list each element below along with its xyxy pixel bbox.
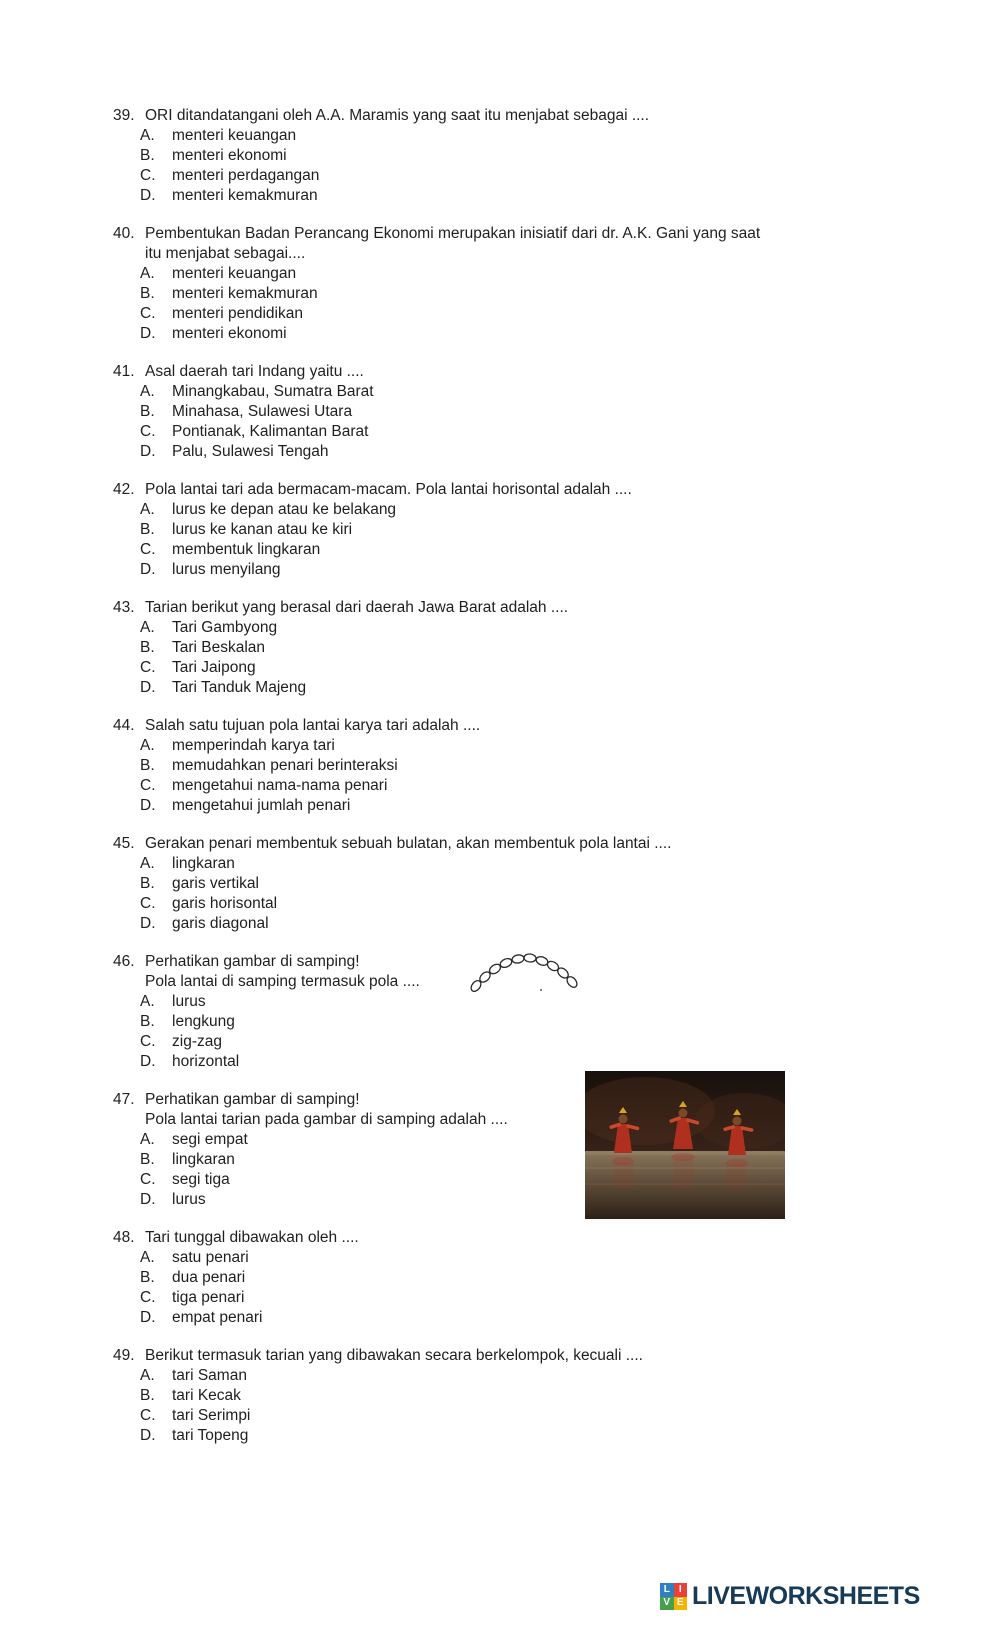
logo-letter-e: E bbox=[674, 1597, 688, 1611]
option-letter: A. bbox=[140, 383, 155, 400]
option-item bbox=[140, 796, 933, 816]
option-letter: C. bbox=[140, 1407, 156, 1424]
options-list bbox=[140, 126, 933, 206]
liveworksheets-logo-icon bbox=[660, 1583, 687, 1610]
question-item bbox=[113, 362, 933, 462]
question-number: 42. bbox=[113, 481, 135, 498]
question-text-line: Asal daerah tari Indang yaitu .... bbox=[145, 363, 364, 380]
option-letter: C. bbox=[140, 305, 156, 322]
option-text: Minangkabau, Sumatra Barat bbox=[172, 383, 374, 400]
option-item bbox=[140, 422, 933, 442]
option-text: lurus menyilang bbox=[172, 561, 281, 578]
liveworksheets-logo bbox=[660, 1583, 920, 1610]
question-text-line: Tarian berikut yang berasal dari daerah Jawa Barat adalah .... bbox=[145, 599, 569, 616]
option-item bbox=[140, 324, 933, 344]
option-letter: D. bbox=[140, 679, 156, 696]
question-row bbox=[113, 834, 933, 854]
option-text: garis horisontal bbox=[172, 895, 278, 912]
option-text: segi empat bbox=[172, 1131, 248, 1148]
question-text-line: Pola lantai tarian pada gambar di samping adalah .... bbox=[145, 1111, 508, 1128]
option-item bbox=[140, 1366, 933, 1386]
option-letter: D. bbox=[140, 443, 156, 460]
question-text-line: itu menjabat sebagai.... bbox=[145, 245, 306, 262]
option-item bbox=[140, 1288, 933, 1308]
option-text: tari Kecak bbox=[172, 1387, 241, 1404]
option-text: lingkaran bbox=[172, 1151, 235, 1168]
option-item bbox=[140, 1170, 933, 1190]
options-list bbox=[140, 992, 933, 1072]
option-letter: B. bbox=[140, 1151, 155, 1168]
option-letter: C. bbox=[140, 777, 156, 794]
curve-pattern-image bbox=[466, 946, 588, 998]
option-letter: D. bbox=[140, 797, 156, 814]
option-letter: A. bbox=[140, 265, 155, 282]
question-number: 43. bbox=[113, 599, 135, 616]
option-letter: D. bbox=[140, 561, 156, 578]
option-text: Tari Tanduk Majeng bbox=[172, 679, 307, 696]
option-text: lurus bbox=[172, 1191, 206, 1208]
options-list bbox=[140, 618, 933, 698]
option-item bbox=[140, 304, 933, 324]
questions bbox=[113, 106, 933, 1464]
question-text-line: Pola lantai tari ada bermacam-macam. Pola lantai horisontal adalah .... bbox=[145, 481, 632, 498]
option-letter: B. bbox=[140, 1387, 155, 1404]
question-text bbox=[145, 1346, 933, 1366]
question-row bbox=[113, 1346, 933, 1366]
option-text: menteri kemakmuran bbox=[172, 187, 318, 204]
question-text-line: Gerakan penari membentuk sebuah bulatan, akan membentuk pola lantai .... bbox=[145, 835, 672, 852]
option-text: empat penari bbox=[172, 1309, 263, 1326]
question-number: 41. bbox=[113, 363, 135, 380]
option-letter: A. bbox=[140, 1367, 155, 1384]
option-letter: A. bbox=[140, 737, 155, 754]
option-item bbox=[140, 1012, 933, 1032]
option-text: Palu, Sulawesi Tengah bbox=[172, 443, 329, 460]
option-text: garis diagonal bbox=[172, 915, 269, 932]
option-item bbox=[140, 1130, 933, 1150]
option-text: menteri pendidikan bbox=[172, 305, 303, 322]
option-item bbox=[140, 126, 933, 146]
question-number: 49. bbox=[113, 1347, 135, 1364]
option-text: mengetahui nama-nama penari bbox=[172, 777, 388, 794]
option-letter: B. bbox=[140, 757, 155, 774]
question-number: 46. bbox=[113, 953, 135, 970]
question-row bbox=[113, 106, 933, 126]
option-item bbox=[140, 146, 933, 166]
option-letter: B. bbox=[140, 1013, 155, 1030]
option-item bbox=[140, 914, 933, 934]
option-text: menteri keuangan bbox=[172, 265, 297, 282]
option-letter: C. bbox=[140, 423, 156, 440]
options-list bbox=[140, 1130, 933, 1210]
option-item bbox=[140, 264, 933, 284]
question-number: 47. bbox=[113, 1091, 135, 1108]
option-item bbox=[140, 736, 933, 756]
question-text bbox=[145, 834, 933, 854]
dancers-photo bbox=[585, 1071, 785, 1219]
option-item bbox=[140, 618, 933, 638]
option-text: segi tiga bbox=[172, 1171, 230, 1188]
option-text: Minahasa, Sulawesi Utara bbox=[172, 403, 353, 420]
option-text: satu penari bbox=[172, 1249, 249, 1266]
option-letter: C. bbox=[140, 1289, 156, 1306]
option-item bbox=[140, 854, 933, 874]
question-item bbox=[113, 1346, 933, 1446]
option-text: mengetahui jumlah penari bbox=[172, 797, 351, 814]
option-item bbox=[140, 756, 933, 776]
option-text: menteri keuangan bbox=[172, 127, 297, 144]
option-item bbox=[140, 1426, 933, 1446]
option-letter: B. bbox=[140, 285, 155, 302]
question-number: 45. bbox=[113, 835, 135, 852]
question-row bbox=[113, 1090, 933, 1130]
option-text: memperindah karya tari bbox=[172, 737, 335, 754]
question-row bbox=[113, 224, 933, 264]
question-number: 48. bbox=[113, 1229, 135, 1246]
option-letter: C. bbox=[140, 167, 156, 184]
question-text bbox=[145, 716, 933, 736]
option-item bbox=[140, 166, 933, 186]
question-text bbox=[145, 598, 933, 618]
option-text: menteri ekonomi bbox=[172, 325, 287, 342]
option-text: tari Saman bbox=[172, 1367, 247, 1384]
question-number: 40. bbox=[113, 225, 135, 242]
option-item bbox=[140, 402, 933, 422]
option-text: menteri perdagangan bbox=[172, 167, 320, 184]
option-text: membentuk lingkaran bbox=[172, 541, 321, 558]
option-text: garis vertikal bbox=[172, 875, 259, 892]
question-text-line: Salah satu tujuan pola lantai karya tari adalah .... bbox=[145, 717, 481, 734]
question-item bbox=[113, 1228, 933, 1328]
option-item bbox=[140, 638, 933, 658]
option-letter: D. bbox=[140, 1309, 156, 1326]
question-text bbox=[145, 1228, 933, 1248]
question-text-line: ORI ditandatangani oleh A.A. Maramis yang saat itu menjabat sebagai .... bbox=[145, 107, 650, 124]
option-text: tari Topeng bbox=[172, 1427, 249, 1444]
option-text: lingkaran bbox=[172, 855, 235, 872]
question-row bbox=[113, 362, 933, 382]
options-list bbox=[140, 854, 933, 934]
question-text bbox=[145, 362, 933, 382]
question-item bbox=[113, 834, 933, 934]
option-letter: D. bbox=[140, 1427, 156, 1444]
option-item bbox=[140, 1052, 933, 1072]
question-row bbox=[113, 480, 933, 500]
question-number: 39. bbox=[113, 107, 135, 124]
question-item bbox=[113, 1090, 933, 1210]
question-row bbox=[113, 598, 933, 618]
question-text-line: Berikut termasuk tarian yang dibawakan secara berkelompok, kecuali .... bbox=[145, 1347, 643, 1364]
options-list bbox=[140, 382, 933, 462]
option-item bbox=[140, 284, 933, 304]
option-item bbox=[140, 540, 933, 560]
option-text: tari Serimpi bbox=[172, 1407, 251, 1424]
option-item bbox=[140, 1406, 933, 1426]
option-letter: A. bbox=[140, 855, 155, 872]
question-item bbox=[113, 224, 933, 344]
option-letter: D. bbox=[140, 1191, 156, 1208]
question-item bbox=[113, 106, 933, 206]
logo-letter-i: I bbox=[674, 1583, 688, 1597]
option-letter: A. bbox=[140, 1131, 155, 1148]
options-list bbox=[140, 1366, 933, 1446]
logo-letter-v: V bbox=[660, 1597, 674, 1611]
option-letter: A. bbox=[140, 1249, 155, 1266]
question-text-line: Tari tunggal dibawakan oleh .... bbox=[145, 1229, 359, 1246]
question-row bbox=[113, 716, 933, 736]
option-item bbox=[140, 776, 933, 796]
options-list bbox=[140, 736, 933, 816]
option-text: tiga penari bbox=[172, 1289, 245, 1306]
option-text: Tari Jaipong bbox=[172, 659, 256, 676]
option-letter: B. bbox=[140, 875, 155, 892]
option-text: zig-zag bbox=[172, 1033, 222, 1050]
option-item bbox=[140, 1190, 933, 1210]
option-text: lengkung bbox=[172, 1013, 235, 1030]
options-list bbox=[140, 1248, 933, 1328]
option-letter: B. bbox=[140, 521, 155, 538]
option-text: lurus ke kanan atau ke kiri bbox=[172, 521, 353, 538]
option-item bbox=[140, 1032, 933, 1052]
option-item bbox=[140, 1248, 933, 1268]
option-text: horizontal bbox=[172, 1053, 240, 1070]
option-item bbox=[140, 520, 933, 540]
option-item bbox=[140, 1268, 933, 1288]
option-item bbox=[140, 1386, 933, 1406]
question-text bbox=[145, 106, 933, 126]
option-letter: C. bbox=[140, 541, 156, 558]
question-item bbox=[113, 716, 933, 816]
option-letter: D. bbox=[140, 187, 156, 204]
option-item bbox=[140, 894, 933, 914]
option-letter: C. bbox=[140, 659, 156, 676]
option-item bbox=[140, 874, 933, 894]
question-row bbox=[113, 1228, 933, 1248]
question-text-line: Perhatikan gambar di samping! bbox=[145, 1091, 360, 1108]
options-list bbox=[140, 264, 933, 344]
option-letter: A. bbox=[140, 127, 155, 144]
question-text-line: Pola lantai di samping termasuk pola .... bbox=[145, 973, 420, 990]
option-letter: B. bbox=[140, 639, 155, 656]
option-text: lurus ke depan atau ke belakang bbox=[172, 501, 397, 518]
option-text: Pontianak, Kalimantan Barat bbox=[172, 423, 369, 440]
option-item bbox=[140, 442, 933, 462]
option-item bbox=[140, 382, 933, 402]
option-letter: D. bbox=[140, 325, 156, 342]
question-item bbox=[113, 480, 933, 580]
question-text bbox=[145, 1090, 933, 1130]
logo-text: LIVEWORKSHEETS bbox=[692, 1582, 920, 1610]
option-text: Tari Beskalan bbox=[172, 639, 266, 656]
option-letter: D. bbox=[140, 1053, 156, 1070]
option-item bbox=[140, 186, 933, 206]
question-text bbox=[145, 480, 933, 500]
option-text: menteri ekonomi bbox=[172, 147, 287, 164]
option-item bbox=[140, 1308, 933, 1328]
option-item bbox=[140, 658, 933, 678]
option-item bbox=[140, 500, 933, 520]
option-letter: A. bbox=[140, 501, 155, 518]
option-text: dua penari bbox=[172, 1269, 246, 1286]
option-item bbox=[140, 678, 933, 698]
question-text-line: Perhatikan gambar di samping! bbox=[145, 953, 360, 970]
question-text-line: Pembentukan Badan Perancang Ekonomi merupakan inisiatif dari dr. A.K. Gani yang saat bbox=[145, 225, 761, 242]
question-number: 44. bbox=[113, 717, 135, 734]
option-letter: B. bbox=[140, 1269, 155, 1286]
option-text: Tari Gambyong bbox=[172, 619, 278, 636]
option-letter: C. bbox=[140, 1033, 156, 1050]
option-letter: C. bbox=[140, 1171, 156, 1188]
option-item bbox=[140, 1150, 933, 1170]
logo-letter-l: L bbox=[660, 1583, 674, 1597]
option-letter: C. bbox=[140, 895, 156, 912]
option-letter: A. bbox=[140, 619, 155, 636]
question-text bbox=[145, 224, 933, 264]
option-text: menteri kemakmuran bbox=[172, 285, 318, 302]
question-item bbox=[113, 598, 933, 698]
option-text: memudahkan penari berinteraksi bbox=[172, 757, 398, 774]
option-text: lurus bbox=[172, 993, 206, 1010]
option-letter: A. bbox=[140, 993, 155, 1010]
option-item bbox=[140, 560, 933, 580]
options-list bbox=[140, 500, 933, 580]
option-letter: B. bbox=[140, 147, 155, 164]
option-letter: D. bbox=[140, 915, 156, 932]
option-letter: B. bbox=[140, 403, 155, 420]
